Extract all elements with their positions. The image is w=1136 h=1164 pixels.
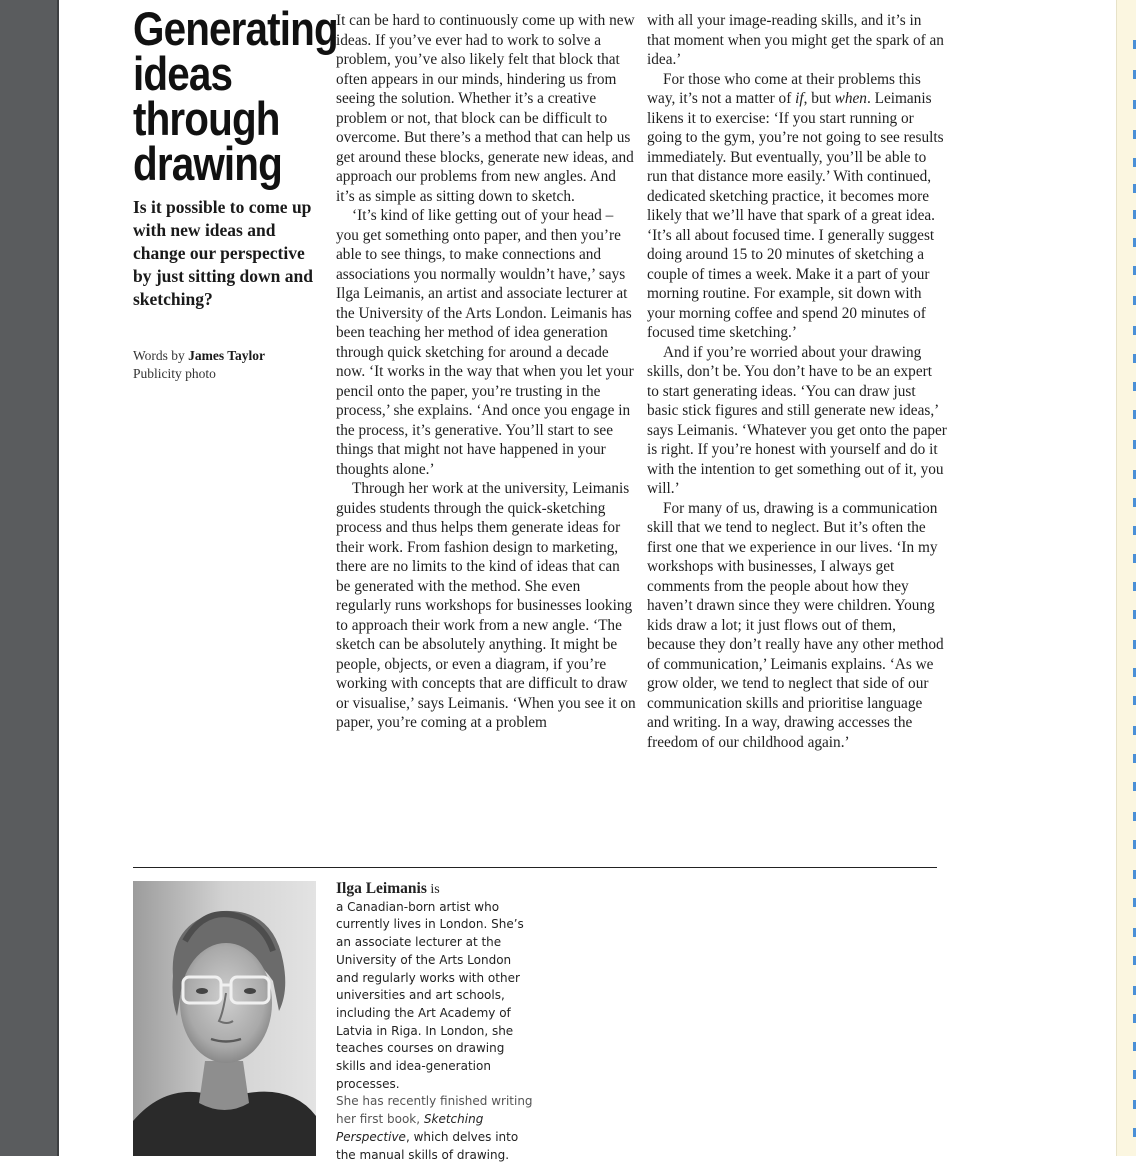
text-run: For those who come at their problems this way, it’s not a matter of xyxy=(647,70,921,107)
viewer-left-gutter xyxy=(0,0,59,1156)
headline-line: drawing xyxy=(133,137,282,190)
body-paragraph: Through her work at the university, Leimanis guides students through the quick-sketching process and thus helps them generate ideas for their work. From fashion design to marketing, there are no limits to the kind of ideas that can be generated with the method. She even regularly runs workshops for businesses looking to approach their work from a new angle. ‘The sketch can be absolutely anything. It might be people, objects, or even a diagram, if you’re working with concepts that are difficult to draw or visualise,’ says Leimanis. ‘When you see it on paper, you’re coming at a problem xyxy=(336,480,636,731)
byline-author: James Taylor xyxy=(188,348,266,363)
byline-prefix: Words by xyxy=(133,348,189,363)
article-byline xyxy=(133,347,323,383)
emphasis-when: when xyxy=(834,90,867,107)
body-paragraph xyxy=(647,70,947,343)
body-paragraph: And if you’re worried about your drawing skills, don’t be. You don’t have to be an expert to start generating ideas. ‘You can draw just basic stick figures and still generate new ideas,’ says Leimanis. ‘Whatever you get onto the paper is right. If you’re honest with yourself and do it with the intention to get something out of it, you will.’ xyxy=(647,343,947,497)
body-paragraph: For many of us, drawing is a communication skill that we tend to neglect. But it’s often the first one that we experience in our lives. ‘In my workshops with businesses, I always get comments from the people about how they haven’t drawn since they were children. Young kids draw a lot; it just flows out of them, because they don’t really have any other method of communication,’ Leimanis explains. ‘As we grow older, we tend to neglect that side of our communication skills and prioritise language and writing. In a way, drawing accesses the freedom of our childhood again.’ xyxy=(647,499,944,751)
viewer-right-panel xyxy=(1116,0,1136,1156)
headline-line: through xyxy=(133,92,280,145)
body-paragraph: ‘It’s kind of like getting out of your head – you get something onto paper, and then you’re able to see things, to make connections and associations you normally wouldn’t have,’ says Ilga Leimanis, an artist and associate lecturer at the University of the Arts London. Leimanis has been teaching her method of idea generation through quick sketching for around a decade now. ‘It works in the way that when you let your pencil onto the paper, you’re trusting in the process,’ she explains. ‘And once you engage in the process, it’s generative. You’ll start to see things that might not have happened in your thoughts alone.’ xyxy=(336,207,634,478)
magazine-page xyxy=(59,0,1116,1162)
bio-heading-line xyxy=(336,880,536,899)
section-divider xyxy=(133,867,937,868)
bio-is: is xyxy=(426,882,440,897)
headline-line: ideas xyxy=(133,47,233,100)
headline-line: Generating xyxy=(133,2,338,55)
bio-book-note xyxy=(336,1093,536,1164)
bio-text-run: She has recently finished writing her first book, xyxy=(336,1094,533,1127)
bio-book-title: Sketching Perspective xyxy=(336,1112,484,1144)
text-run: . Leimanis likens it to exercise: ‘If you start running or going to the gym, you’re not going to see results immediately. But eventually, you’ll be able to run that distance more easily.’ With continued, dedicated sketching practice, it becomes more likely that we’ll have that spark of a great idea. ‘It’s all about focused time. I generally suggest doing around 15 to 20 minutes of sketching a couple of times a week. Make it a part of your morning routine. For example, sit down with your morning coffee and spend 20 minutes of focused time sketching.’ xyxy=(647,90,944,341)
text-run: , but xyxy=(803,90,835,107)
byline-photo-credit: Publicity photo xyxy=(133,366,216,381)
article-standfirst: Is it possible to come up with new ideas and change our perspective by just sitting down and sketching? xyxy=(133,197,313,309)
article-headline xyxy=(133,2,338,190)
bio-name: Ilga Leimanis xyxy=(336,880,427,897)
bio-text: a Canadian-born artist who currently lives in London. She’s an associate lecturer at the University of the Arts London and regularly works with other universities and art schools, including the Art Academy of Latvia in Riga. In London, she teaches courses on drawing skills and idea-generation processes. xyxy=(336,899,524,1091)
emphasis-if: if xyxy=(795,90,804,107)
byline-author-line xyxy=(133,347,323,365)
portrait-illustration xyxy=(133,881,316,1156)
body-paragraph: It can be hard to continuously come up with new ideas. If you’ve ever had to work to solve a problem, you’ve also likely felt that block that often appears in our minds, hindering us from seeing the solution. Whether it’s a creative problem or not, that block can be difficult to overcome. But there’s a method that can help us get around these blocks, generate new ideas, and approach our problems from new angles. And it’s as simple as sitting down to sketch. xyxy=(336,12,635,205)
bio-text-run: , which delves into the manual skills of drawing. xyxy=(336,1129,519,1162)
body-column-1 xyxy=(336,11,636,733)
portrait-photo xyxy=(133,881,316,1156)
body-column-2 xyxy=(647,11,947,752)
body-paragraph: with all your image-reading skills, and it’s in that moment when you might get the spark of an idea.’ xyxy=(647,12,944,68)
author-bio xyxy=(336,880,536,1164)
